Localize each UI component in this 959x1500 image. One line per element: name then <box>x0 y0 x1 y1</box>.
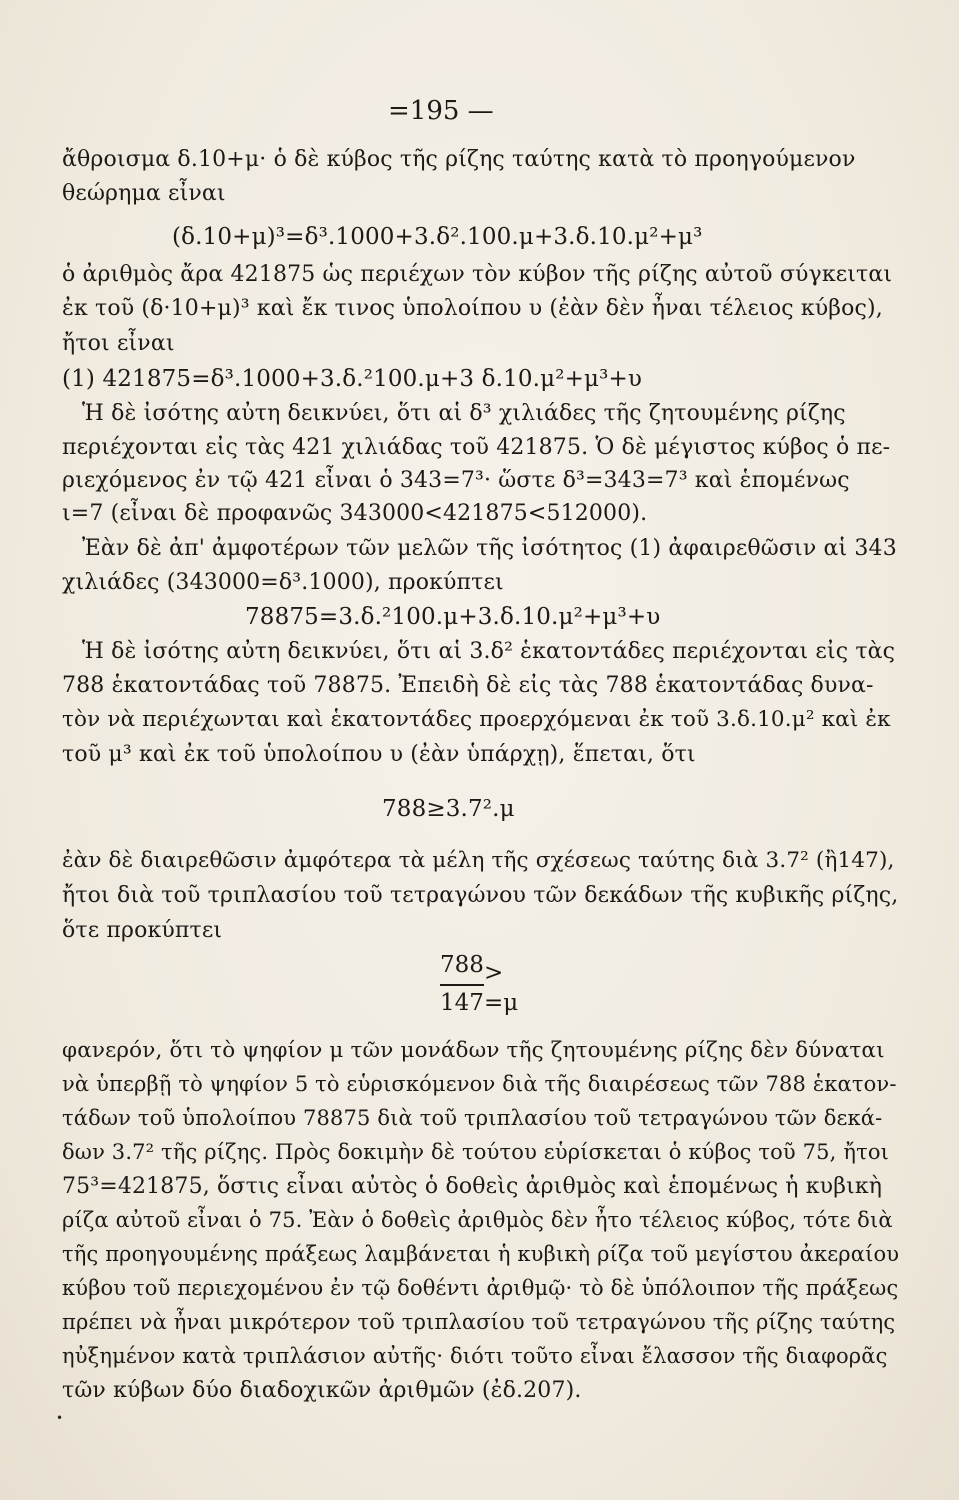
text-line: ριεχόμενος ἐν τῷ 421 εἶναι ὁ 343=7³· ὥστε δ³=343=7³ καὶ ἑπομένως <box>62 468 850 493</box>
text-line: Ἡ δὲ ἰσότης αὐτη δεικνύει, ὅτι αἱ 3.δ² ἑκατοντάδες περιέχονται εἰς τὰς <box>82 639 896 664</box>
text-line: τῆς προηγουμένης πράξεως λαμβάνεται ἡ κυβικὴ ρίζα τοῦ μεγίστου ἀκεραίου <box>62 1242 900 1266</box>
text-line: τοῦ μ³ καὶ ἐκ τοῦ ὑπολοίπου υ (ἐὰν ὑπάρχῃ), ἕπεται, ὅτι <box>62 742 696 767</box>
text-line: νὰ ὑπερβῇ τὸ ψηφίον 5 τὸ εὑρισκόμενον διὰ τῆς διαιρέσεως τῶν 788 ἑκατον- <box>62 1072 897 1096</box>
text-line: ἄθροισμα δ.10+μ· ὁ δὲ κύβος τῆς ρίζης ταύτης κατὰ τὸ προηγούμενον <box>62 147 856 172</box>
text-line: τῶν κύβων δύο διαδοχικῶν ἀριθμῶν (ἐδ.207). <box>62 1378 582 1403</box>
text-line: ἐὰν δὲ διαιρεθῶσιν ἀμφότερα τὰ μέλη τῆς σχέσεως ταύτης διὰ 3.7² (ἢ147), <box>62 848 895 873</box>
text-line: κύβου τοῦ περιεχομένου ἐν τῷ δοθέντι ἀριθμῷ· τὸ δὲ ὑπόλοιπον τῆς πράξεως <box>62 1276 899 1300</box>
equation-line: (δ.10+μ)³=δ³.1000+3.δ².100.μ+3.δ.10.μ²+μ³ <box>172 224 703 250</box>
text-line: πρέπει νὰ ἦναι μικρότερον τοῦ τριπλασίου τοῦ τετραγώνου τῆς ρίζης ταύτης <box>62 1310 896 1334</box>
text-line: δων 3.7² τῆς ρίζης. Πρὸς δοκιμὴν δὲ τούτου εὑρίσκεται ὁ κύβος τοῦ 75, ἤτοι <box>62 1140 890 1164</box>
text-line: τὸν νὰ περιέχωνται καὶ ἑκατοντάδες προερχόμεναι ἐκ τοῦ 3.δ.10.μ² καὶ ἐκ <box>62 707 891 732</box>
text-line: ἤτοι εἶναι <box>62 331 175 356</box>
text-line: τάδων τοῦ ὑπολοίπου 78875 διὰ τοῦ τριπλασίου τοῦ τετραγώνου τῶν δεκά- <box>62 1106 883 1130</box>
text-line: φανερόν, ὅτι τὸ ψηφίον μ τῶν μονάδων τῆς ζητουμένης ρίζης δὲν δύναται <box>62 1038 885 1063</box>
fraction-denominator: 147 <box>440 990 484 1016</box>
equation-line: 78875=3.δ.²100.μ+3.δ.10.μ²+μ³+υ <box>245 604 661 630</box>
text-line: ἤτοι διὰ τοῦ τριπλασίου τοῦ τετραγώνου τῶν δεκάδων τῆς κυβικῆς ρίζης, <box>62 883 899 908</box>
equation-line: (1) 421875=δ³.1000+3.δ.²100.μ+3 δ.10.μ²+μ³+υ <box>62 366 643 392</box>
inequality-line: 788≥3.7².μ <box>382 796 515 822</box>
text-line: χιλιάδες (343000=δ³.1000), προκύπτει <box>62 570 504 595</box>
text-line: περιέχονται εἰς τὰς 421 χιλιάδας τοῦ 421875. Ὁ δὲ μέγιστος κύβος ὁ πε- <box>62 435 891 460</box>
fraction-block <box>440 952 550 1024</box>
text-line: Ἐὰν δὲ ἀπ' ἀμφοτέρων τῶν μελῶν τῆς ἰσότητος (1) ἀφαιρεθῶσιν αἱ 343 <box>82 536 897 561</box>
text-line: Ἡ δὲ ἰσότης αὐτη δεικνύει, ὅτι αἱ δ³ χιλιάδες τῆς ζητουμένης ρίζης <box>82 401 846 426</box>
text-line: ὅτε προκύπτει <box>62 918 223 943</box>
ink-mark: • <box>56 1411 64 1425</box>
fraction-result: =μ <box>484 990 519 1016</box>
fraction-bar <box>440 984 484 986</box>
text-line: ρίζα αὐτοῦ εἶναι ὁ 75. Ἐὰν ὁ δοθεὶς ἀριθμὸς δὲν ἦτο τέλειος κύβος, τότε διὰ <box>62 1208 893 1232</box>
text-line: ὁ ἀριθμὸς ἄρα 421875 ὡς περιέχων τὸν κύβον τῆς ρίζης αὐτοῦ σύγκειται <box>62 262 893 287</box>
fraction-relation: > <box>484 960 504 986</box>
text-line: ι=7 (εἶναι δὲ προφανῶς 343000<421875<512000). <box>62 501 648 526</box>
text-line: θεώρημα εἶναι <box>62 181 226 206</box>
text-line: 75³=421875, ὅστις εἶναι αὐτὸς ὁ δοθεὶς ἀριθμὸς καὶ ἑπομένως ἡ κυβικὴ <box>62 1174 883 1199</box>
fraction-numerator: 788 <box>440 952 484 978</box>
text-line: 788 ἑκατοντάδας τοῦ 78875. Ἐπειδὴ δὲ εἰς τὰς 788 ἑκατοντάδας δυνα- <box>62 673 874 698</box>
text-line: ηὐξημένον κατὰ τριπλάσιον αὐτῆς· διότι τοῦτο εἶναι ἔλασσον τῆς διαφορᾶς <box>62 1344 888 1368</box>
text-line: ἐκ τοῦ (δ·10+μ)³ καὶ ἔκ τινος ὑπολοίπου υ (ἐὰν δὲν ἦναι τέλειος κύβος), <box>62 296 883 321</box>
page-number: =195 — <box>388 96 494 126</box>
